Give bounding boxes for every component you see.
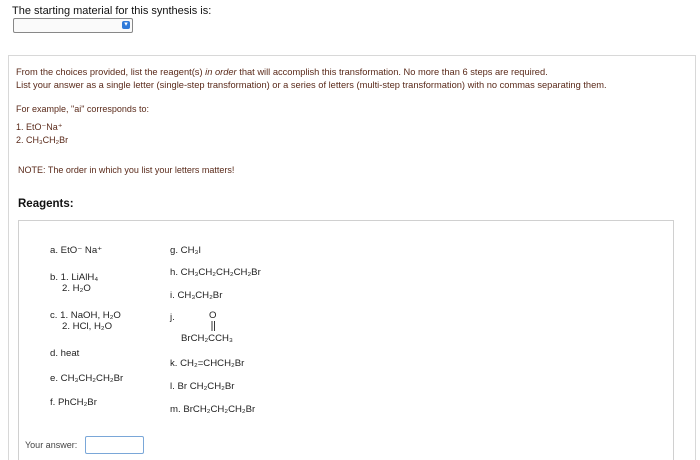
reagent-l: l. Br CH₂CH₂Br: [170, 381, 235, 392]
reagents-box: [18, 220, 674, 460]
reagent-f: f. PhCH₂Br: [50, 397, 97, 408]
answer-label: Your answer:: [25, 440, 78, 450]
reagent-j-label: j.: [170, 312, 175, 323]
reagent-j-formula: BrCH₂CCH₃: [181, 333, 233, 344]
reagent-b-step2: 2. H₂O: [62, 283, 91, 294]
order-note: NOTE: The order in which you list your letters matters!: [18, 165, 235, 175]
example-step-1: 1. EtO⁻Na⁺: [16, 122, 63, 132]
reagent-i: i. CH₃CH₂Br: [170, 290, 223, 301]
reagent-j-carbonyl-oxygen: O: [209, 310, 217, 321]
reagent-d: d. heat: [50, 348, 80, 359]
reagent-h: h. CH₃CH₂CH₂CH₂Br: [170, 267, 261, 278]
carbonyl-double-bond: [208, 320, 218, 332]
reagent-e: e. CH₃CH₂CH₂Br: [50, 373, 124, 384]
instruction-line-2: List your answer as a single letter (single-step transformation) or a series of letters (multi-step transformation) with no commas separating them.: [16, 80, 607, 90]
reagent-k: k. CH₂=CHCH₂Br: [170, 358, 245, 369]
question-title: The starting material for this synthesis is:: [12, 5, 212, 17]
reagent-b-step1: b. 1. LiAlH₄: [50, 272, 99, 283]
reagent-a: a. EtO⁻ Na⁺: [50, 245, 103, 256]
reagents-heading: Reagents:: [18, 198, 74, 210]
reagent-g: g. CH₃I: [170, 245, 202, 256]
reagent-m: m. BrCH₂CH₂CH₂Br: [170, 404, 256, 415]
example-step-2: 2. CH₃CH₂Br: [16, 135, 69, 145]
example-intro: For example, "ai" corresponds to:: [16, 104, 149, 114]
answer-input[interactable]: [85, 436, 144, 454]
chevron-down-icon: ▾: [122, 21, 130, 29]
instruction-line-1: From the choices provided, list the reagent(s) in order that will accomplish this transformation. No more than 6 steps are required.: [16, 67, 548, 77]
reagent-c-step2: 2. HCl, H₂O: [62, 321, 113, 332]
starting-material-select[interactable]: [13, 18, 133, 33]
reagent-c-step1: c. 1. NaOH, H₂O: [50, 310, 121, 321]
